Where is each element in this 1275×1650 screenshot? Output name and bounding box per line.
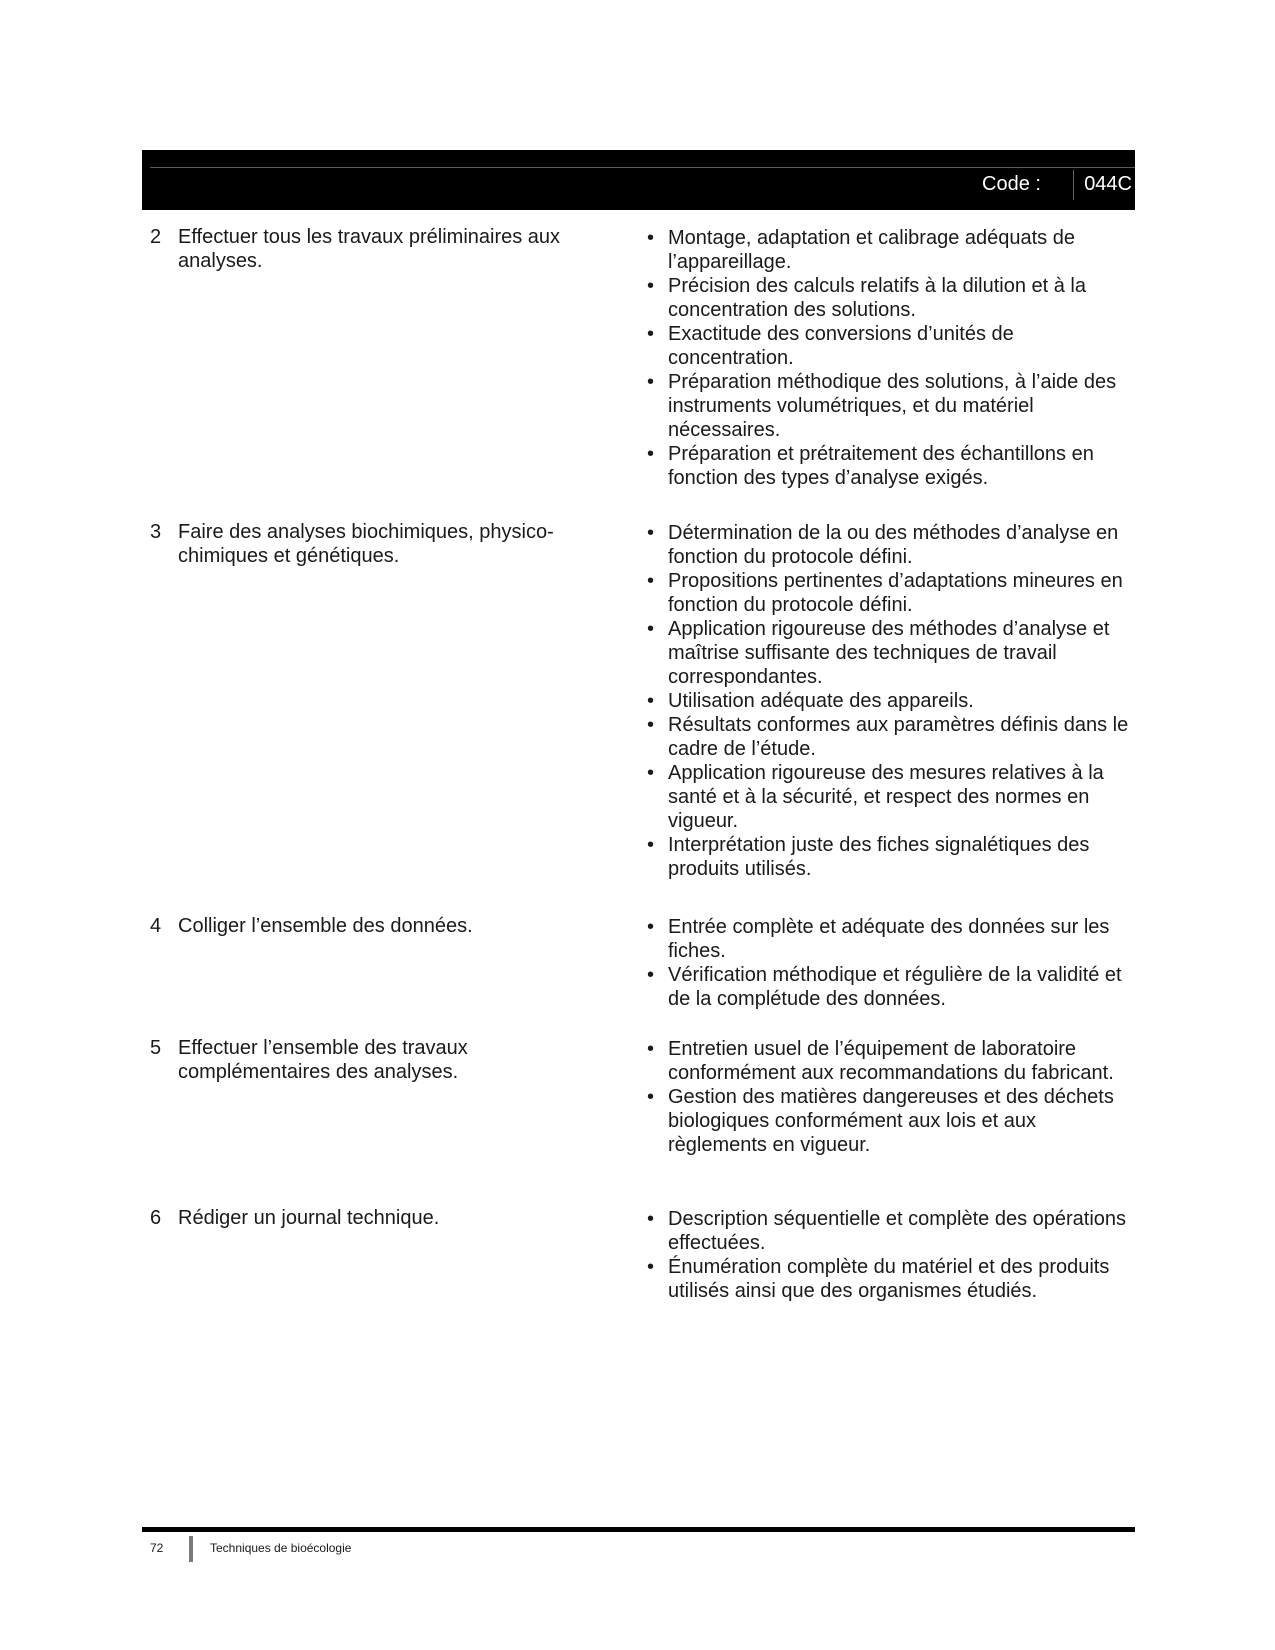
criterion-text: Énumération complète du matériel et des produits utilisés ainsi que des organismes étudiés. <box>668 1256 1110 1302</box>
criterion-text: Propositions pertinentes d’adaptations mineures en fonction du protocole défini. <box>668 570 1123 616</box>
section-title: Faire des analyses biochimiques, physico-chimiques et génétiques. <box>178 521 554 567</box>
criterion-item <box>644 226 1132 274</box>
section-title: Effectuer tous les travaux préliminaires aux analyses. <box>178 226 561 272</box>
section-number: 6 <box>150 1207 162 1229</box>
criterion-item <box>644 1085 1132 1157</box>
criterion-item <box>644 833 1132 881</box>
criterion-item <box>644 713 1132 761</box>
criterion-item <box>644 569 1132 617</box>
header-bar <box>142 150 1135 210</box>
section-number: 4 <box>150 915 162 937</box>
criterion-text: Précision des calculs relatifs à la dilution et à la concentration des solutions. <box>668 275 1086 321</box>
bullet-icon: • <box>647 522 655 544</box>
bullet-icon: • <box>647 714 655 736</box>
bullet-icon: • <box>647 443 655 465</box>
section-title: Effectuer l’ensemble des travaux complémentaires des analyses. <box>178 1037 468 1083</box>
bullet-icon: • <box>647 323 655 345</box>
criteria-list <box>644 1207 1132 1303</box>
criterion-item <box>644 442 1132 490</box>
bullet-icon: • <box>647 275 655 297</box>
bullet-icon: • <box>647 1038 655 1060</box>
criterion-item <box>644 1255 1132 1303</box>
criterion-text: Gestion des matières dangereuses et des déchets biologiques conformément aux lois et aux règlements en vigueur. <box>668 1086 1114 1156</box>
criterion-item <box>644 521 1132 569</box>
criteria-list <box>644 1037 1132 1157</box>
criterion-item <box>644 1207 1132 1255</box>
criterion-item <box>644 617 1132 689</box>
bullet-icon: • <box>647 1086 655 1108</box>
section-number: 5 <box>150 1037 162 1059</box>
section-number: 3 <box>150 521 162 543</box>
criterion-text: Application rigoureuse des méthodes d’analyse et maîtrise suffisante des techniques de travail correspondantes. <box>668 618 1110 688</box>
code-value: 044C <box>1084 173 1132 195</box>
criterion-item <box>644 370 1132 442</box>
criterion-item <box>644 1037 1132 1085</box>
criterion-text: Montage, adaptation et calibrage adéquats de l’appareillage. <box>668 227 1075 273</box>
bullet-icon: • <box>647 371 655 393</box>
criterion-item <box>644 274 1132 322</box>
footer-document-title: Techniques de bioécologie <box>210 1541 352 1555</box>
header-rule <box>150 167 1135 168</box>
criterion-text: Description séquentielle et complète des opérations effectuées. <box>668 1208 1127 1254</box>
section-title: Colliger l’ensemble des données. <box>178 915 473 937</box>
criterion-text: Détermination de la ou des méthodes d’analyse en fonction du protocole défini. <box>668 522 1119 568</box>
criterion-text: Interprétation juste des fiches signalétiques des produits utilisés. <box>668 834 1090 880</box>
criterion-text: Vérification méthodique et régulière de la validité et de la complétude des données. <box>668 964 1122 1010</box>
criteria-list <box>644 915 1132 1011</box>
criterion-item <box>644 689 1132 713</box>
bullet-icon: • <box>647 834 655 856</box>
code-label: Code : <box>970 170 1074 200</box>
bullet-icon: • <box>647 916 655 938</box>
criterion-text: Entrée complète et adéquate des données sur les fiches. <box>668 916 1110 962</box>
bullet-icon: • <box>647 762 655 784</box>
criterion-text: Application rigoureuse des mesures relatives à la santé et à la sécurité, et respect des normes en vigueur. <box>668 762 1104 832</box>
criterion-item <box>644 915 1132 963</box>
bullet-icon: • <box>647 964 655 986</box>
bullet-icon: • <box>647 1208 655 1230</box>
criterion-item <box>644 963 1132 1011</box>
criterion-text: Préparation et prétraitement des échantillons en fonction des types d’analyse exigés. <box>668 443 1094 489</box>
criteria-list <box>644 226 1132 490</box>
criterion-text: Utilisation adéquate des appareils. <box>668 690 974 712</box>
criteria-list <box>644 521 1132 881</box>
criterion-text: Entretien usuel de l’équipement de laboratoire conformément aux recommandations du fabricant. <box>668 1038 1114 1084</box>
bullet-icon: • <box>647 1256 655 1278</box>
section-number: 2 <box>150 226 162 248</box>
criterion-item <box>644 322 1132 370</box>
criterion-text: Préparation méthodique des solutions, à l’aide des instruments volumétriques, et du matériel nécessaires. <box>668 371 1117 441</box>
bullet-icon: • <box>647 690 655 712</box>
criterion-text: Résultats conformes aux paramètres définis dans le cadre de l’étude. <box>668 714 1129 760</box>
section-title: Rédiger un journal technique. <box>178 1207 440 1229</box>
footer-rule <box>142 1527 1135 1532</box>
bullet-icon: • <box>647 618 655 640</box>
page-number: 72 <box>150 1541 164 1555</box>
criterion-text: Exactitude des conversions d’unités de concentration. <box>668 323 1014 369</box>
criterion-item <box>644 761 1132 833</box>
bullet-icon: • <box>647 227 655 249</box>
bullet-icon: • <box>647 570 655 592</box>
footer-separator <box>189 1536 193 1562</box>
